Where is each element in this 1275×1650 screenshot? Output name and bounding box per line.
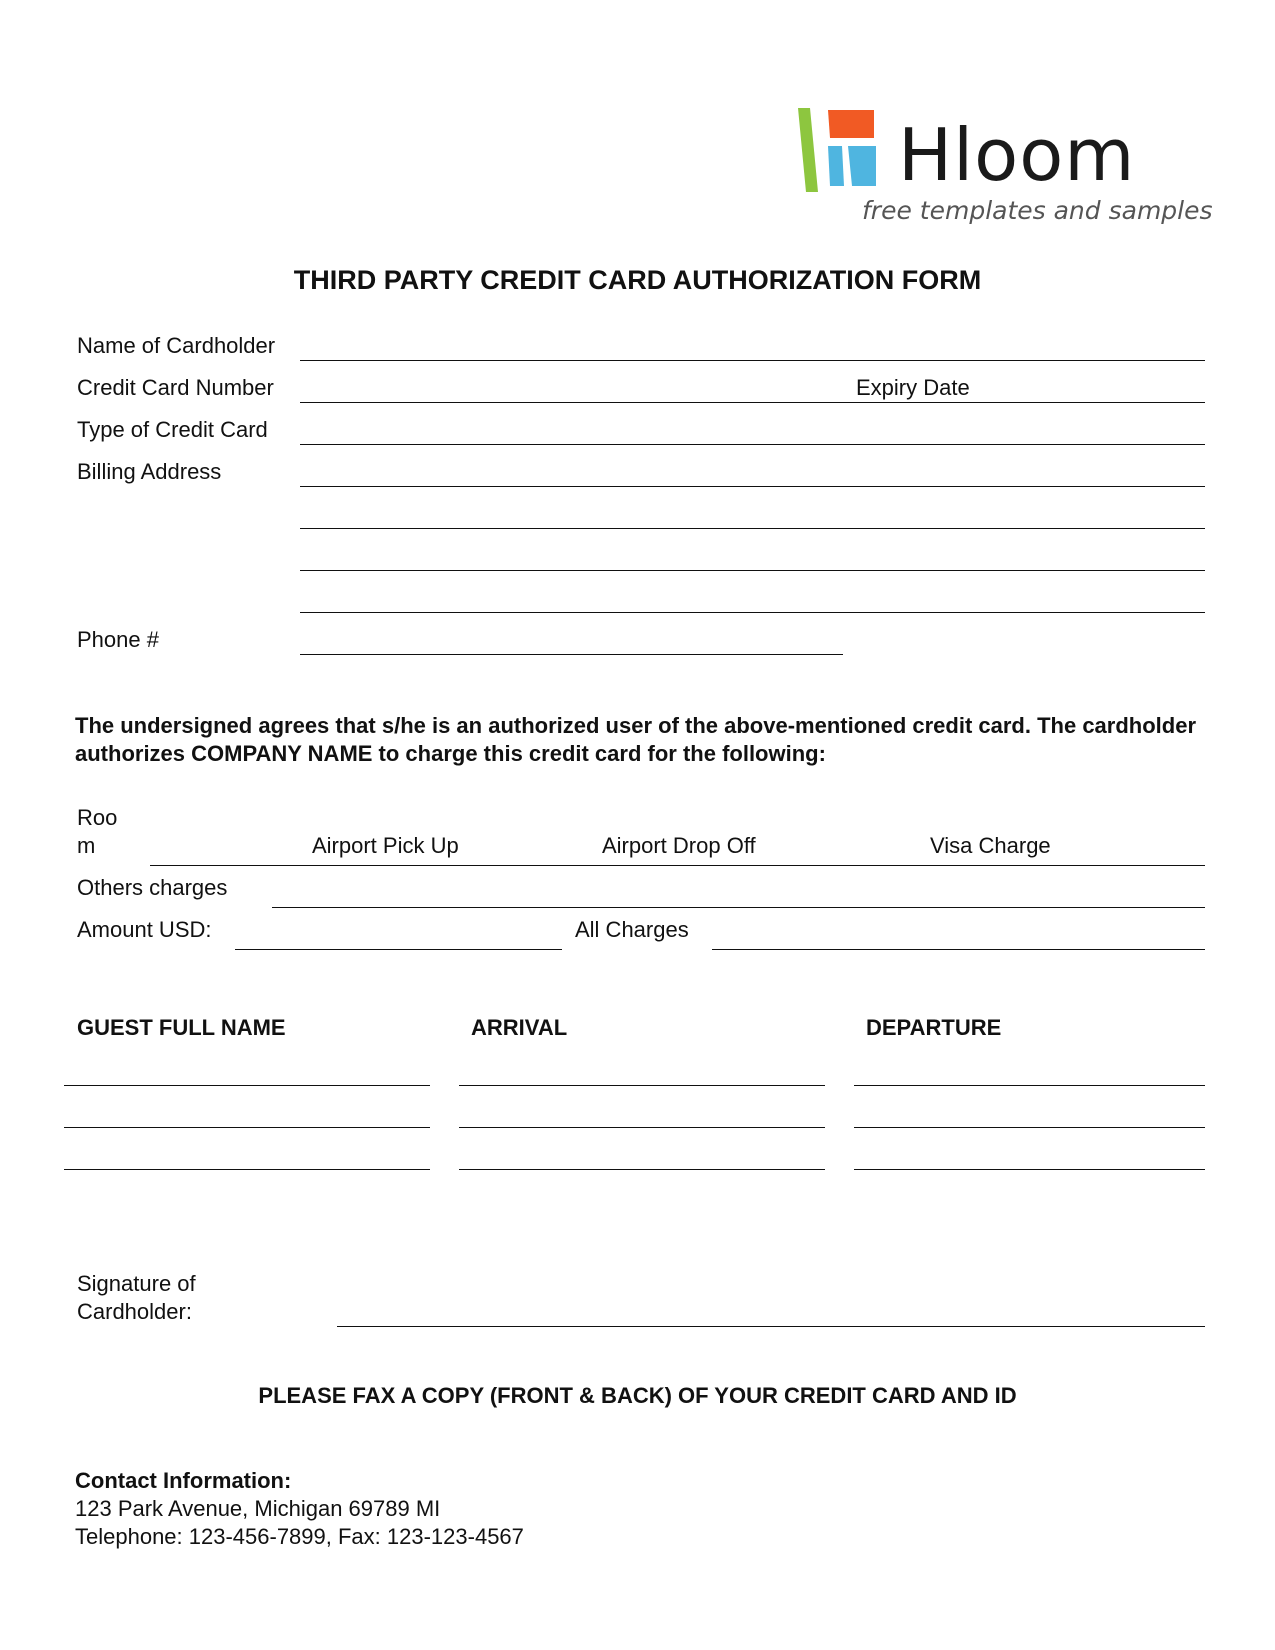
phone-field[interactable] bbox=[300, 654, 843, 655]
label-billing-address: Billing Address bbox=[77, 459, 222, 484]
label-signature-line-1: Signature of bbox=[77, 1271, 196, 1296]
hloom-logo-icon bbox=[798, 108, 898, 192]
departure-field-2[interactable] bbox=[854, 1127, 1205, 1128]
room-field[interactable] bbox=[150, 865, 272, 866]
label-expiry-date: Expiry Date bbox=[856, 375, 970, 400]
logo-orange-square bbox=[828, 110, 874, 138]
label-type-of-credit-card: Type of Credit Card bbox=[77, 417, 268, 442]
header-departure: DEPARTURE bbox=[866, 1015, 1002, 1040]
guest-name-field-2[interactable] bbox=[64, 1127, 430, 1128]
expiry-date-field[interactable] bbox=[848, 402, 1205, 403]
charges-options-field[interactable] bbox=[272, 865, 1205, 866]
signature-field[interactable] bbox=[337, 1326, 1205, 1327]
billing-address-line-3[interactable] bbox=[300, 570, 1205, 571]
label-credit-card-number: Credit Card Number bbox=[77, 375, 274, 400]
label-amount-usd: Amount USD: bbox=[77, 917, 212, 942]
logo-blue-small bbox=[828, 146, 844, 186]
label-room-line-2: m bbox=[77, 833, 96, 858]
departure-field-3[interactable] bbox=[854, 1169, 1205, 1170]
all-charges-field[interactable] bbox=[712, 949, 1205, 950]
type-of-credit-card-field[interactable] bbox=[300, 444, 1205, 445]
logo-blue-square bbox=[848, 146, 876, 186]
fax-notice: PLEASE FAX A COPY (FRONT & BACK) OF YOUR CREDIT CARD AND ID bbox=[258, 1383, 1017, 1408]
label-phone: Phone # bbox=[77, 627, 159, 652]
credit-card-number-field[interactable] bbox=[300, 402, 848, 403]
form-title: THIRD PARTY CREDIT CARD AUTHORIZATION FORM bbox=[293, 265, 982, 295]
logo-tagline: free templates and samples bbox=[862, 196, 1213, 225]
amount-usd-field[interactable] bbox=[235, 949, 562, 950]
contact-heading: Contact Information: bbox=[75, 1468, 292, 1493]
billing-address-line-1[interactable] bbox=[300, 486, 1205, 487]
guest-name-field-1[interactable] bbox=[64, 1085, 430, 1086]
billing-address-line-2[interactable] bbox=[300, 528, 1205, 529]
departure-field-1[interactable] bbox=[854, 1085, 1205, 1086]
header-guest-full-name: GUEST FULL NAME bbox=[77, 1015, 286, 1040]
others-charges-field[interactable] bbox=[272, 907, 1205, 908]
logo-green-bar bbox=[798, 108, 818, 192]
contact-block bbox=[75, 1467, 524, 1551]
logo-wordmark: Hloom bbox=[898, 113, 1136, 197]
arrival-field-3[interactable] bbox=[459, 1169, 825, 1170]
header-arrival: ARRIVAL bbox=[471, 1015, 568, 1040]
contact-address: 123 Park Avenue, Michigan 69789 MI bbox=[75, 1496, 441, 1521]
label-name-of-cardholder: Name of Cardholder bbox=[77, 333, 276, 358]
agreement-text: The undersigned agrees that s/he is an authorized user of the above-mentioned credit card. The cardholder authorizes COMPANY NAME to charge this credit card for the following: bbox=[75, 713, 1197, 766]
label-room-line-1: Roo bbox=[77, 805, 118, 830]
label-visa-charge: Visa Charge bbox=[930, 833, 1051, 858]
label-signature-line-2: Cardholder: bbox=[77, 1299, 192, 1324]
label-others-charges: Others charges bbox=[77, 875, 228, 900]
label-all-charges: All Charges bbox=[575, 917, 689, 942]
label-airport-pick-up: Airport Pick Up bbox=[312, 833, 459, 858]
billing-address-line-4[interactable] bbox=[300, 612, 1205, 613]
label-airport-drop-off: Airport Drop Off bbox=[602, 833, 756, 858]
guest-name-field-3[interactable] bbox=[64, 1169, 430, 1170]
arrival-field-1[interactable] bbox=[459, 1085, 825, 1086]
name-of-cardholder-field[interactable] bbox=[300, 360, 1205, 361]
contact-phone-fax: Telephone: 123-456-7899, Fax: 123-123-4567 bbox=[75, 1524, 524, 1549]
arrival-field-2[interactable] bbox=[459, 1127, 825, 1128]
